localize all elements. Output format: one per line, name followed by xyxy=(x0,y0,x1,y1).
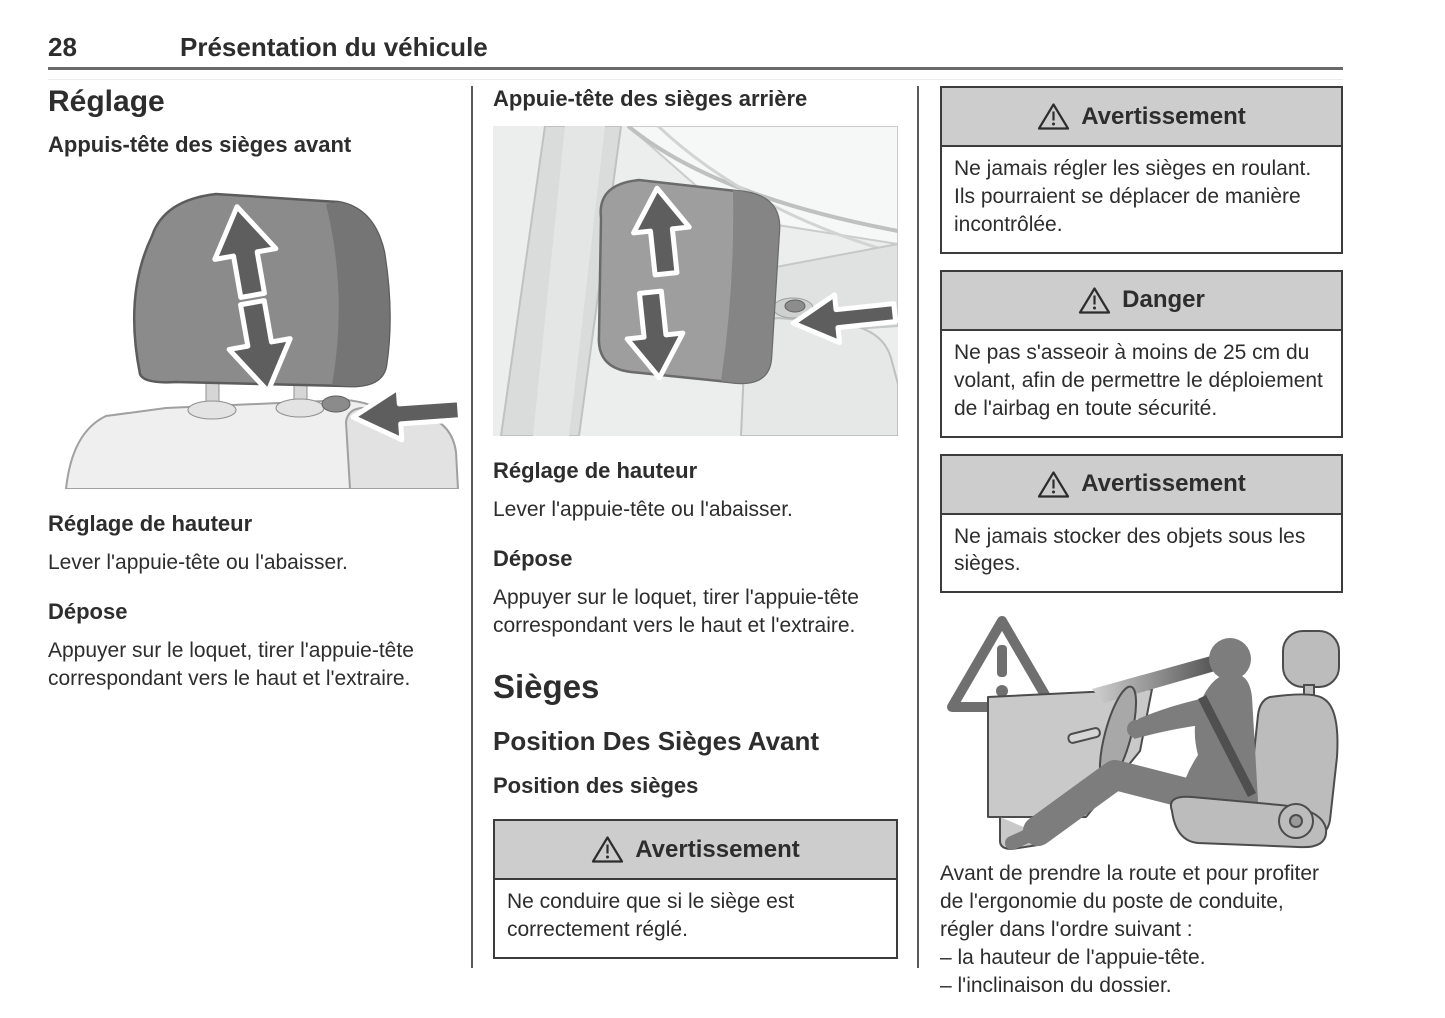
column-divider-left xyxy=(471,86,473,968)
latch-button xyxy=(322,396,350,412)
warning-box-no-adjust-driving xyxy=(940,86,1343,254)
section-title-reglage: Réglage xyxy=(48,85,165,118)
warning-box-header xyxy=(942,88,1341,147)
driving-position-illustration xyxy=(940,605,1343,850)
warning-box-no-objects xyxy=(940,454,1343,594)
height-adjust-heading: Réglage de hauteur xyxy=(48,510,253,536)
warning-box-header xyxy=(495,821,896,880)
danger-box-header xyxy=(942,272,1341,331)
page-title: Présentation du véhicule xyxy=(180,32,488,62)
page-header xyxy=(48,32,1343,63)
page-number: 28 xyxy=(48,32,77,62)
rear-headrest-illustration xyxy=(493,126,898,436)
removal-text: Appuyer sur le loquet, tirer l'appuie-tête correspondant vers le haut et l'extraire. xyxy=(48,638,414,690)
danger-body: Ne pas s'asseoir à moins de 25 cm du volant, afin de permettre le déploiement de l'airbag en toute sécurité. xyxy=(954,340,1323,420)
left-column xyxy=(48,86,460,692)
seat-headrest xyxy=(1283,631,1339,687)
header-rule-shadow xyxy=(48,79,1343,80)
height-adjust-text: Lever l'appuie-tête ou l'abaisser. xyxy=(48,550,348,574)
front-seat-position-title: Position Des Sièges Avant xyxy=(493,725,820,756)
header-rule xyxy=(48,67,1343,70)
latch-button xyxy=(785,300,805,312)
danger-title: Danger xyxy=(1122,286,1205,314)
warning-triangle-icon xyxy=(1037,470,1070,499)
danger-box-25cm xyxy=(940,270,1343,438)
ergonomics-item-headrest: – la hauteur de l'appuie-tête. xyxy=(940,946,1206,970)
rear-headrests-title: Appuie-tête des sièges arrière xyxy=(493,86,808,111)
warning-box-header xyxy=(942,456,1341,515)
warning-title: Avertissement xyxy=(635,835,800,863)
removal-heading: Dépose xyxy=(493,545,573,571)
removal-text: Appuyer sur le loquet, tirer l'appuie-tête correspondant vers le haut et l'extraire. xyxy=(493,585,859,637)
warning-box-seat-adjusted xyxy=(493,819,898,959)
ergonomics-item-backrest: – l'inclinaison du dossier. xyxy=(940,974,1172,998)
column-divider-right xyxy=(917,86,919,968)
warning-triangle-icon xyxy=(1037,102,1070,131)
removal-heading: Dépose xyxy=(48,598,128,624)
warning-triangle-icon xyxy=(1078,286,1111,315)
warning-body: Ne jamais stocker des objets sous les sièges. xyxy=(954,524,1306,576)
ergonomics-intro: Avant de prendre la route et pour profiter de l'ergonomie du poste de conduite, régler dans l'ordre suivant : xyxy=(940,862,1320,942)
seat-position-subtitle: Position des sièges xyxy=(493,773,699,799)
warning-body: Ne jamais régler les sièges en roulant. Ils pourraient se déplacer de manière incontrôlée. xyxy=(954,157,1312,236)
right-column xyxy=(940,86,1343,1000)
front-headrest-illustration xyxy=(48,174,460,489)
warning-title: Avertissement xyxy=(1081,102,1246,130)
middle-column xyxy=(493,86,898,959)
section-title-sieges: Sièges xyxy=(493,667,600,705)
front-headrests-title: Appuis-tête des sièges avant xyxy=(48,131,352,157)
height-adjust-text: Lever l'appuie-tête ou l'abaisser. xyxy=(493,497,793,521)
warning-title: Avertissement xyxy=(1081,470,1246,498)
warning-triangle-icon xyxy=(591,835,624,864)
warning-body: Ne conduire que si le siège est correctement réglé. xyxy=(507,890,795,942)
height-adjust-heading: Réglage de hauteur xyxy=(493,457,698,483)
